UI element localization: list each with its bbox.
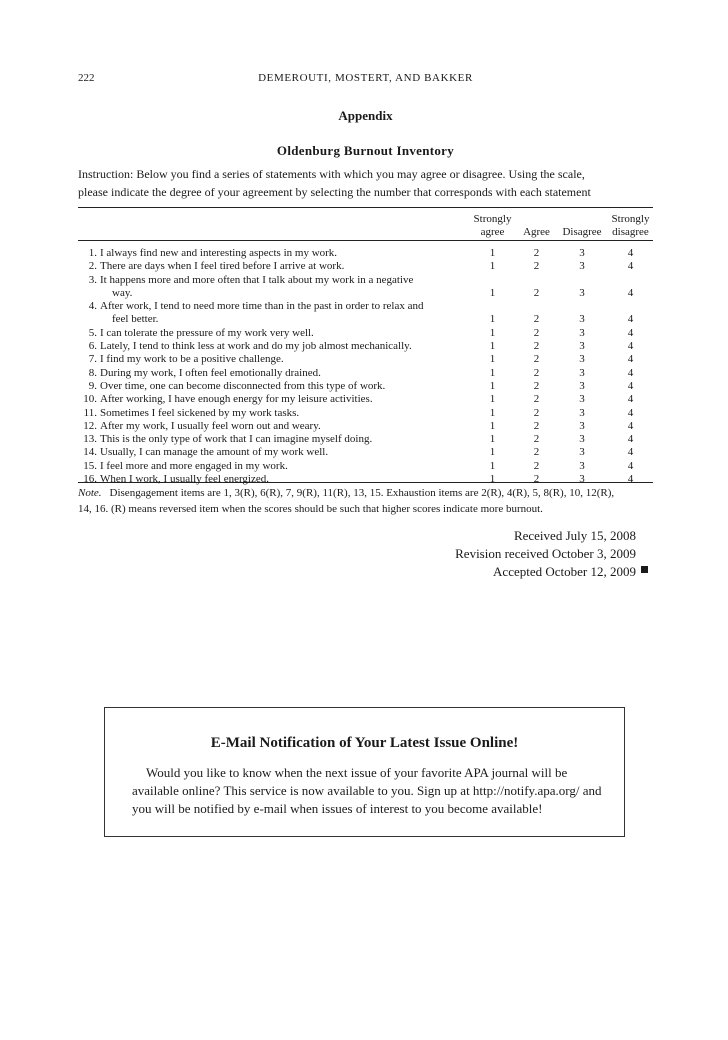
item-number: 7.	[88, 353, 97, 366]
scale-value: 4	[627, 459, 634, 472]
item-number: 5.	[88, 326, 97, 339]
note-label: Note.	[78, 487, 102, 499]
item-text: feel better.	[112, 313, 159, 326]
running-head-authors: DEMEROUTI, MOSTERT, AND BAKKER	[258, 72, 473, 84]
scale-value: 2	[533, 406, 540, 419]
note-line-2: 14, 16. (R) means reversed item when the scores should be such that higher scores indicate more burnout.	[78, 503, 543, 515]
item-statement	[78, 353, 468, 366]
scale-value: 4	[627, 446, 634, 459]
item-statement	[78, 407, 468, 420]
scale-value: 4	[627, 433, 634, 446]
table-row	[78, 380, 653, 393]
item-statement	[78, 393, 468, 406]
header-strongly-agree	[468, 210, 517, 243]
scale-value: 3	[579, 446, 585, 459]
header-strongly-disagree-bottom: disagree	[612, 226, 649, 238]
page-number: 222	[78, 72, 95, 84]
note-text-1: Disengagement items are 1, 3(R), 6(R), 7, 9(R), 11(R), 13, 15. Exhaustion items are 2(R), 4(R), 5, 8(R), 10, 12(R),	[109, 487, 615, 499]
items-table	[78, 210, 653, 486]
table-row	[78, 433, 653, 446]
scale-value: 4	[627, 340, 634, 353]
scale-value	[517, 274, 556, 287]
scale-value: 3	[579, 419, 585, 432]
item-number: 3.	[88, 273, 97, 286]
scale-value: 3	[579, 379, 585, 392]
scale-header-row	[78, 210, 653, 243]
table-row	[78, 446, 653, 459]
running-head	[78, 72, 653, 88]
item-number: 13.	[83, 433, 97, 446]
table-title: Oldenburg Burnout Inventory	[276, 143, 455, 158]
item-number: 14.	[83, 446, 97, 459]
note-line-1	[78, 485, 653, 501]
scale-value: 1	[489, 326, 496, 339]
scale-value: 3	[579, 459, 585, 472]
item-statement	[78, 274, 468, 287]
scale-value: 1	[489, 260, 496, 273]
item-text: I find my work to be a positive challenge.	[100, 353, 284, 366]
scale-value: 2	[533, 379, 540, 392]
scale-value: 2	[533, 260, 540, 273]
scale-value: 1	[489, 353, 496, 366]
scale-value: 3	[579, 247, 585, 259]
scale-value	[608, 300, 653, 313]
scale-value: 3	[579, 473, 585, 486]
item-number: 15.	[83, 459, 97, 472]
scale-value	[468, 274, 517, 287]
scale-value: 2	[533, 326, 540, 339]
table-row	[78, 300, 653, 313]
item-statement	[78, 380, 468, 393]
table-row	[78, 287, 653, 300]
scale-value: 4	[627, 326, 634, 339]
email-notification-box	[104, 707, 625, 837]
scale-value: 1	[489, 446, 496, 459]
scale-value: 2	[533, 366, 540, 379]
instruction-text	[78, 165, 653, 201]
item-statement	[78, 340, 468, 353]
item-text: I can tolerate the pressure of my work very well.	[100, 326, 314, 339]
header-strongly-disagree	[608, 210, 653, 243]
item-header	[78, 210, 468, 243]
item-number: 11.	[83, 406, 97, 419]
item-text: This is the only type of work that I can imagine myself doing.	[100, 433, 373, 446]
notice-line: you will be notified by e-mail when issues of interest to you become available!	[132, 801, 543, 816]
header-strongly-agree-bottom: agree	[480, 226, 505, 238]
scale-value: 2	[533, 247, 540, 259]
item-text: I feel more and more engaged in my work.	[100, 459, 288, 472]
item-number: 8.	[88, 366, 97, 379]
item-statement	[78, 420, 468, 433]
item-text: way.	[112, 286, 133, 299]
scale-value: 2	[533, 353, 540, 366]
scale-value: 2	[533, 473, 540, 486]
scale-value: 1	[489, 459, 496, 472]
table-row	[78, 460, 653, 473]
table-row	[78, 407, 653, 420]
article-dates	[440, 527, 636, 581]
scale-value: 2	[533, 433, 540, 446]
item-text: I always find new and interesting aspects in my work.	[100, 247, 338, 259]
item-number: 9.	[88, 379, 97, 392]
item-statement	[78, 313, 468, 326]
scale-value: 4	[627, 286, 634, 299]
scale-value: 2	[533, 286, 540, 299]
table-row	[78, 420, 653, 433]
item-text: Over time, one can become disconnected from this type of work.	[100, 379, 386, 392]
item-text: Lately, I tend to think less at work and do my job almost mechanically.	[100, 340, 412, 353]
items-body	[78, 243, 653, 486]
scale-value: 3	[579, 353, 585, 366]
received-date: Received July 15, 2008	[513, 528, 636, 543]
scale-value: 1	[489, 473, 496, 486]
scale-value: 2	[533, 340, 540, 353]
scale-value: 3	[579, 326, 585, 339]
instruction-line: please indicate the degree of your agreement by selecting the number that corresponds with each statement	[78, 185, 591, 199]
scale-value	[556, 300, 608, 313]
scale-value: 4	[627, 353, 634, 366]
scale-value: 2	[533, 459, 540, 472]
scale-value: 3	[579, 313, 585, 326]
scale-value: 4	[627, 260, 634, 273]
table-row	[78, 393, 653, 406]
notice-title: E-Mail Notification of Your Latest Issue Online!	[210, 735, 519, 751]
item-statement	[78, 260, 468, 273]
table-row	[78, 353, 653, 366]
item-text: It happens more and more often that I talk about my work in a negative	[100, 273, 414, 286]
notice-body	[132, 764, 600, 818]
scale-value: 1	[489, 313, 496, 326]
scale-value	[468, 300, 517, 313]
item-text: Sometimes I feel sickened by my work tasks.	[100, 406, 300, 419]
item-statement	[78, 367, 468, 380]
scale-value: 3	[579, 393, 585, 406]
header-strongly-agree-top: Strongly	[473, 213, 512, 225]
item-text: After my work, I usually feel worn out and weary.	[100, 419, 321, 432]
accepted-date: Accepted October 12, 2009	[493, 564, 636, 579]
table-row	[78, 260, 653, 273]
scale-value: 1	[489, 366, 496, 379]
table-row	[78, 243, 653, 260]
header-agree: Agree	[523, 226, 550, 238]
item-text: After working, I have enough energy for my leisure activities.	[100, 393, 373, 406]
scale-value	[517, 300, 556, 313]
table-row	[78, 367, 653, 380]
table-note	[78, 485, 653, 517]
notice-line: Would you like to know when the next issue of your favorite APA journal will be	[146, 765, 568, 780]
scale-value: 4	[627, 419, 634, 432]
scale-value: 4	[627, 313, 634, 326]
scale-value: 3	[579, 406, 585, 419]
revision-date: Revision received October 3, 2009	[455, 546, 636, 561]
scale-value: 1	[489, 406, 496, 419]
header-disagree: Disagree	[562, 226, 602, 238]
scale-value: 1	[489, 393, 496, 406]
item-number: 2.	[88, 260, 97, 273]
scale-value: 2	[533, 419, 540, 432]
table-row	[78, 340, 653, 353]
scale-value: 4	[627, 473, 634, 486]
item-number: 6.	[88, 340, 97, 353]
scale-value	[556, 274, 608, 287]
scale-value: 1	[489, 433, 496, 446]
item-statement	[78, 243, 468, 260]
scale-value: 2	[533, 313, 540, 326]
scale-value: 4	[627, 247, 634, 259]
scale-value: 1	[489, 340, 496, 353]
item-number: 1.	[88, 247, 97, 259]
table-row	[78, 274, 653, 287]
scale-value: 2	[533, 393, 540, 406]
item-statement	[78, 327, 468, 340]
item-number: 4.	[88, 300, 97, 313]
scale-value: 3	[579, 260, 585, 273]
scale-value: 1	[489, 379, 496, 392]
table-row	[78, 313, 653, 326]
scale-value: 1	[489, 286, 496, 299]
table-top-rule	[78, 207, 653, 208]
item-text: Usually, I can manage the amount of my work well.	[100, 446, 329, 459]
end-of-article-mark	[641, 566, 648, 573]
scale-value: 4	[627, 379, 634, 392]
item-number: 12.	[83, 419, 97, 432]
scale-value: 3	[579, 286, 585, 299]
item-text: When I work, I usually feel energized.	[100, 473, 270, 486]
scale-value: 1	[489, 247, 496, 259]
instruction-line: Instruction: Below you find a series of statements with which you may agree or disagree. Using the scale,	[78, 167, 585, 181]
scale-value: 3	[579, 366, 585, 379]
item-statement	[78, 300, 468, 313]
notice-line: available online? This service is now available to you. Sign up at http://notify.apa.org/ and	[132, 783, 602, 798]
scale-value: 3	[579, 340, 585, 353]
item-statement	[78, 433, 468, 446]
table-row	[78, 327, 653, 340]
item-statement	[78, 446, 468, 459]
scale-value: 4	[627, 393, 634, 406]
item-number: 16.	[83, 473, 97, 486]
item-statement	[78, 460, 468, 473]
scale-value: 2	[533, 446, 540, 459]
item-statement	[78, 287, 468, 300]
item-number: 10.	[83, 393, 97, 406]
item-text: There are days when I feel tired before I arrive at work.	[100, 260, 345, 273]
header-strongly-disagree-top: Strongly	[611, 213, 650, 225]
item-text: After work, I tend to need more time than in the past in order to relax and	[100, 300, 424, 313]
appendix-title: Appendix	[338, 108, 393, 123]
scale-value: 3	[579, 433, 585, 446]
inventory-table	[78, 210, 653, 486]
item-text: During my work, I often feel emotionally drained.	[100, 366, 321, 379]
scale-value: 4	[627, 406, 634, 419]
scale-value: 4	[627, 366, 634, 379]
scale-value: 1	[489, 419, 496, 432]
scale-value	[608, 274, 653, 287]
